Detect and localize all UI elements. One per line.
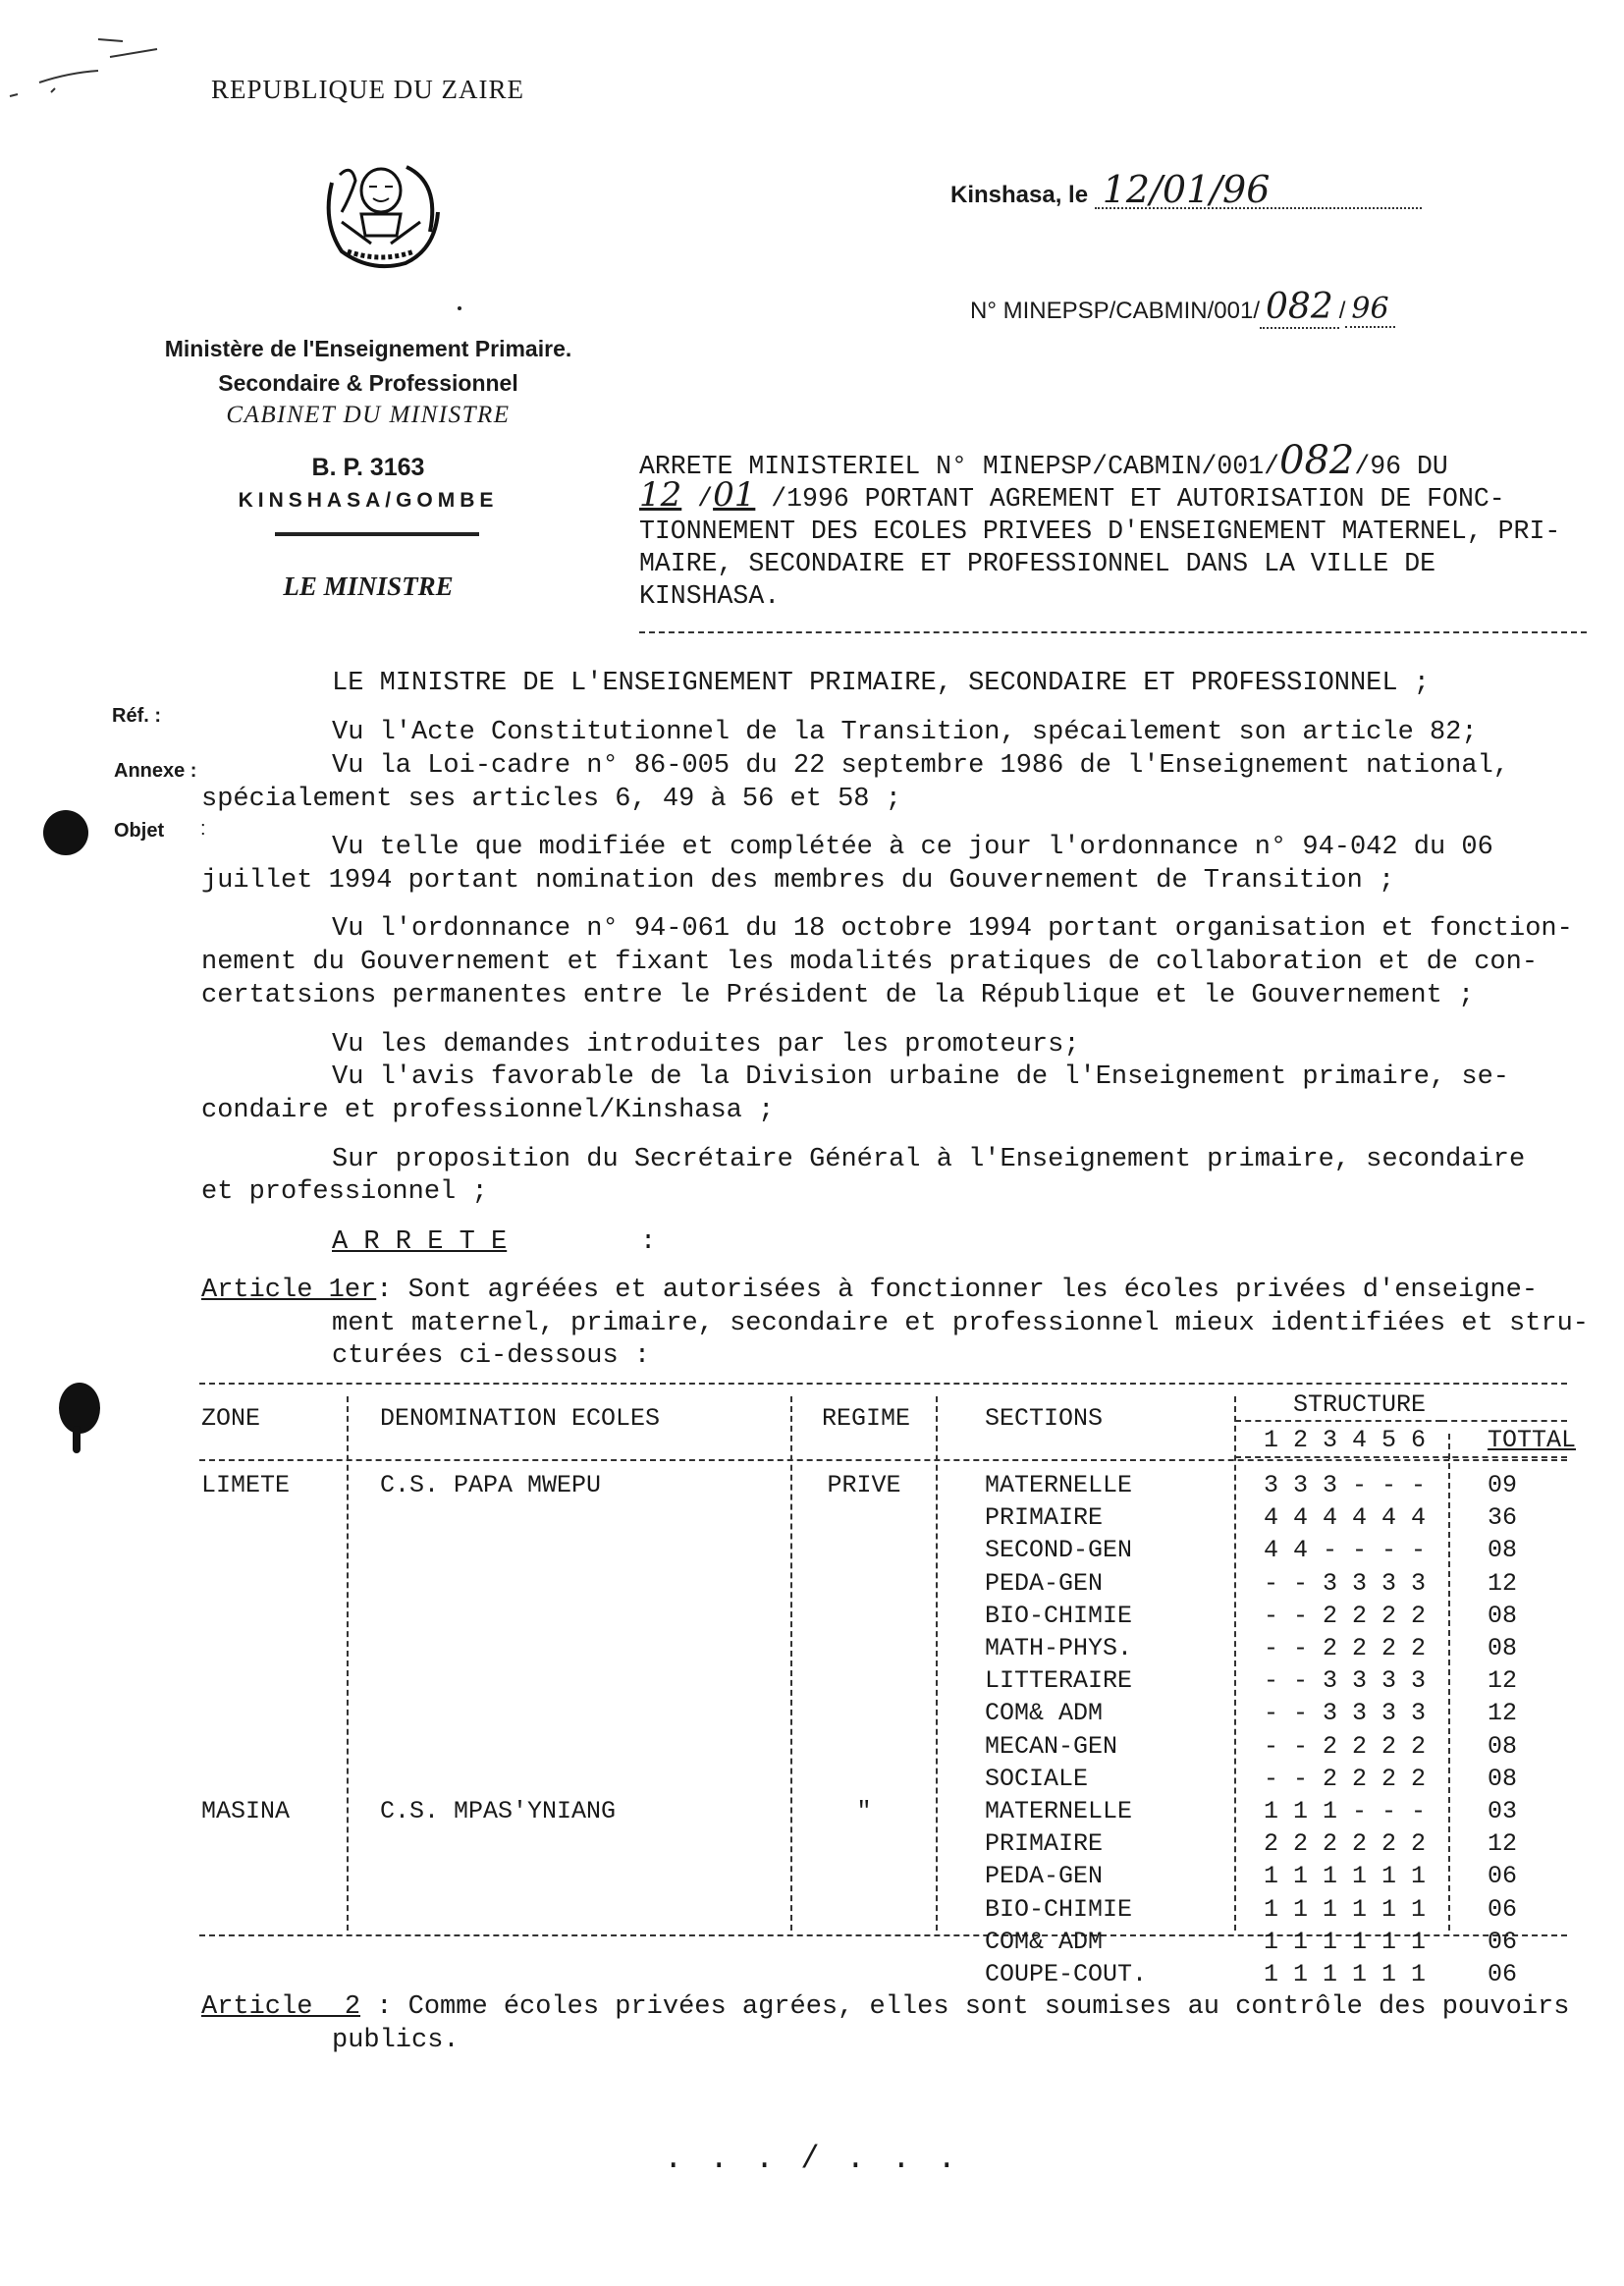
- table-row-section: PRIMAIRE: [985, 1503, 1104, 1533]
- table-row-section: PRIMAIRE: [985, 1829, 1104, 1859]
- header-total: TOTTAL: [1488, 1426, 1577, 1454]
- header-denomination: DENOMINATION ECOLES: [380, 1404, 661, 1433]
- divider-rule: [275, 532, 479, 536]
- table-cell-class-2: -: [1293, 1666, 1309, 1696]
- objet-colon: :: [200, 818, 206, 840]
- title-handwritten-number: 082: [1279, 438, 1355, 483]
- considerant-5a: Vu les demandes introduites par les promoteurs;: [332, 1030, 1080, 1060]
- header-structure: STRUCTURE: [1293, 1390, 1427, 1419]
- table-cell-class-6: 3: [1411, 1666, 1427, 1696]
- table-cell-class-3: 2: [1323, 1731, 1338, 1761]
- header-bottom-rule: [199, 1459, 1567, 1461]
- article-2-text-a: : Comme écoles privées agrées, elles sont soumises au contrôle des pouvoirs: [360, 1992, 1570, 2022]
- header-classes: [1264, 1426, 1440, 1454]
- table-row-section: PEDA-GEN: [985, 1862, 1104, 1891]
- table-cell-class-6: 2: [1411, 1731, 1427, 1761]
- ink-blot: [43, 810, 88, 855]
- republic-heading: REPUBLIQUE DU ZAIRE: [211, 75, 524, 104]
- considerant-4b: nement du Gouvernement et fixant les modalités pratiques de collaboration et de con-: [201, 948, 1539, 977]
- table-cell-class-4: 3: [1352, 1568, 1368, 1598]
- table-row-total: 09: [1488, 1471, 1518, 1499]
- table-cell-class-1: -: [1264, 1634, 1279, 1662]
- title-handwritten-month: 01: [713, 475, 756, 515]
- header-zone: ZONE: [201, 1404, 261, 1433]
- ministry-line1: Ministère de l'Enseignement Primaire.: [164, 336, 572, 361]
- table-cell-class-1: -: [1264, 1601, 1279, 1630]
- table-cell-class-2: -: [1293, 1699, 1309, 1728]
- class-header-1: 1: [1264, 1426, 1279, 1454]
- table-cell-class-1: 4: [1264, 1503, 1279, 1533]
- table-row-total: 12: [1488, 1829, 1518, 1859]
- table-cell-class-5: 3: [1381, 1666, 1397, 1696]
- class-header-3: 3: [1323, 1426, 1338, 1454]
- table-cell-class-1: 3: [1264, 1471, 1279, 1499]
- table-row-section: COUPE-COUT.: [985, 1960, 1148, 1988]
- article-2-label: Article 2: [201, 1992, 361, 2022]
- article-1-line2: ment maternel, primaire, secondaire et professionnel mieux identifiées et stru-: [332, 1309, 1590, 1338]
- place-date-line: [950, 168, 1422, 211]
- table-cell-class-6: 1: [1411, 1960, 1427, 1988]
- table-cell-class-5: 2: [1381, 1764, 1397, 1793]
- table-cell-class-3: 3: [1323, 1699, 1338, 1728]
- table-cell-class-1: -: [1264, 1568, 1279, 1598]
- class-header-2: 2: [1293, 1426, 1309, 1454]
- table-cell-class-1: 1: [1264, 1894, 1279, 1924]
- cabinet-line: CABINET DU MINISTRE: [226, 402, 511, 428]
- table-row-section: BIO-CHIMIE: [985, 1601, 1133, 1630]
- table-cell-class-4: -: [1352, 1536, 1368, 1565]
- table-row-section: COM& ADM: [985, 1699, 1104, 1728]
- table-row-total: 08: [1488, 1764, 1518, 1793]
- title-underline: [639, 631, 1587, 633]
- table-cell-class-6: 1: [1411, 1862, 1427, 1891]
- table-row-section: COM& ADM: [985, 1927, 1104, 1956]
- table-row-section: MECAN-GEN: [985, 1731, 1118, 1761]
- table-row-section: SECOND-GEN: [985, 1536, 1133, 1565]
- table-cell-class-6: 3: [1411, 1699, 1427, 1728]
- structure-rule: [1235, 1420, 1441, 1422]
- table-cell-class-3: 1: [1323, 1894, 1338, 1924]
- table-cell-class-4: 2: [1352, 1601, 1368, 1630]
- table-cell-class-4: -: [1352, 1471, 1368, 1499]
- table-cell-class-6: 2: [1411, 1829, 1427, 1859]
- title-line5: KINSHASA.: [639, 581, 781, 611]
- table-cell-class-3: 1: [1323, 1862, 1338, 1891]
- table-cell-class-2: -: [1293, 1601, 1309, 1630]
- table-row-total: 08: [1488, 1601, 1518, 1630]
- table-row-section: MATERNELLE: [985, 1797, 1133, 1825]
- table-cell-class-5: -: [1381, 1797, 1397, 1825]
- table-cell-class-5: 2: [1381, 1731, 1397, 1761]
- school-name: C.S. MPAS'YNIANG: [380, 1797, 617, 1825]
- considerant-4c: certatsions permanentes entre le Président de la République et le Gouvernement ;: [201, 981, 1475, 1010]
- considerant-1: Vu l'Acte Constitutionnel de la Transition, spécailement son article 82;: [332, 718, 1478, 747]
- table-row-total: 08: [1488, 1634, 1518, 1662]
- considerant-6a: Sur proposition du Secrétaire Général à l'Enseignement primaire, secondaire: [332, 1145, 1526, 1174]
- handwritten-date: 12/01/96: [1095, 172, 1422, 209]
- ministry-line2: Secondaire & Professionnel: [218, 370, 518, 396]
- col-divider-regime: [936, 1396, 938, 1931]
- table-cell-class-3: 3: [1323, 1568, 1338, 1598]
- table-cell-class-2: 3: [1293, 1471, 1309, 1499]
- table-cell-class-4: 4: [1352, 1503, 1368, 1533]
- table-cell-class-1: 1: [1264, 1960, 1279, 1988]
- handwritten-ref-number: 082: [1260, 287, 1339, 329]
- table-cell-class-5: 2: [1381, 1829, 1397, 1859]
- table-cell-class-6: -: [1411, 1797, 1427, 1825]
- ref-label: Réf. :: [112, 705, 161, 727]
- table-cell-class-4: 1: [1352, 1927, 1368, 1956]
- considerant-5b: Vu l'avis favorable de la Division urbaine de l'Enseignement primaire, se-: [332, 1062, 1509, 1092]
- annexe-label: Annexe :: [114, 760, 197, 782]
- school-regime: PRIVE: [827, 1471, 901, 1499]
- table-cell-class-1: -: [1264, 1764, 1279, 1793]
- table-row-section: BIO-CHIMIE: [985, 1894, 1133, 1924]
- table-cell-class-1: 1: [1264, 1797, 1279, 1825]
- considerant-2b: spécialement ses articles 6, 49 à 56 et 58 ;: [201, 785, 901, 814]
- table-cell-class-5: 2: [1381, 1634, 1397, 1662]
- arrete-colon: :: [640, 1227, 657, 1257]
- school-name: C.S. PAPA MWEPU: [380, 1471, 602, 1499]
- class-header-5: 5: [1381, 1426, 1397, 1454]
- article-2-line2: publics.: [332, 2026, 460, 2055]
- table-cell-class-2: 2: [1293, 1829, 1309, 1859]
- title-line4: MAIRE, SECONDAIRE ET PROFESSIONNEL DANS LA VILLE DE: [639, 549, 1436, 578]
- table-cell-class-2: -: [1293, 1731, 1309, 1761]
- table-cell-class-3: 2: [1323, 1829, 1338, 1859]
- table-cell-class-2: 1: [1293, 1862, 1309, 1891]
- table-row-total: 06: [1488, 1960, 1518, 1988]
- table-cell-class-3: 1: [1323, 1797, 1338, 1825]
- article-1-text-a: : Sont agréées et autorisées à fonctionner les écoles privées d'enseigne-: [376, 1276, 1539, 1305]
- table-cell-class-3: 1: [1323, 1960, 1338, 1988]
- table-row-total: 06: [1488, 1862, 1518, 1891]
- arrete-heading: A R R E T E: [332, 1227, 508, 1257]
- table-row-total: 08: [1488, 1536, 1518, 1565]
- title-line1b: /96 DU: [1354, 452, 1448, 481]
- postal-box: B. P. 3163: [311, 454, 425, 481]
- city-line: KINSHASA/GOMBE: [238, 489, 499, 512]
- table-cell-class-6: -: [1411, 1471, 1427, 1499]
- table-cell-class-5: 1: [1381, 1927, 1397, 1956]
- table-cell-class-3: -: [1323, 1536, 1338, 1565]
- ink-drip: [73, 1426, 81, 1453]
- decree-title: ARRETE MINISTERIEL N° MINEPSP/CABMIN/001/082/96 DU 12 /01 /1996 PORTANT AGREMENT ET AUTORISATION DE FONC- TIONNEMENT DES ECOLES PRIVEES D'ENSEIGNEMENT MATERNEL, PRI- MAIRE, SECONDAIRE ET PROFESSIONNEL DANS LA VILLE DE KINSHASA.: [639, 438, 1561, 611]
- table-cell-class-4: 2: [1352, 1634, 1368, 1662]
- title-line1a: ARRETE MINISTERIEL N° MINEPSP/CABMIN/001/: [639, 452, 1280, 481]
- table-cell-class-1: -: [1264, 1731, 1279, 1761]
- class-header-4: 4: [1352, 1426, 1368, 1454]
- title-line3: TIONNEMENT DES ECOLES PRIVEES D'ENSEIGNEMENT MATERNEL, PRI-: [639, 517, 1561, 546]
- table-cell-class-4: 1: [1352, 1862, 1368, 1891]
- signatory-title: LE MINISTRE: [283, 572, 454, 601]
- table-cell-class-2: -: [1293, 1634, 1309, 1662]
- table-cell-class-2: 4: [1293, 1536, 1309, 1565]
- table-cell-class-4: 2: [1352, 1829, 1368, 1859]
- table-cell-class-3: 3: [1323, 1471, 1338, 1499]
- table-cell-class-3: 2: [1323, 1601, 1338, 1630]
- table-row-total: 08: [1488, 1731, 1518, 1761]
- table-row-section: MATERNELLE: [985, 1471, 1133, 1499]
- table-cell-class-6: 2: [1411, 1634, 1427, 1662]
- table-cell-class-1: 2: [1264, 1829, 1279, 1859]
- table-cell-class-5: 4: [1381, 1503, 1397, 1533]
- col-divider-sections: [1234, 1396, 1236, 1931]
- school-zone: MASINA: [201, 1797, 291, 1825]
- school-zone: LIMETE: [201, 1471, 291, 1499]
- table-cell-class-2: 1: [1293, 1960, 1309, 1988]
- speck: [458, 306, 461, 310]
- title-handwritten-day: 12: [639, 475, 682, 515]
- table-cell-class-6: 2: [1411, 1764, 1427, 1793]
- table-cell-class-4: 3: [1352, 1666, 1368, 1696]
- table-top-rule: [199, 1383, 1567, 1385]
- table-cell-class-2: 1: [1293, 1894, 1309, 1924]
- table-cell-class-5: 1: [1381, 1862, 1397, 1891]
- considerant-5c: condaire et professionnel/Kinshasa ;: [201, 1096, 775, 1125]
- table-cell-class-1: 1: [1264, 1862, 1279, 1891]
- header-regime: REGIME: [822, 1404, 911, 1433]
- table-cell-class-6: 3: [1411, 1568, 1427, 1598]
- table-cell-class-5: 1: [1381, 1894, 1397, 1924]
- ministry-name: [93, 332, 643, 401]
- table-row-total: 06: [1488, 1894, 1518, 1924]
- table-cell-class-1: 4: [1264, 1536, 1279, 1565]
- article-1-line1: [201, 1274, 1538, 1307]
- place-label: Kinshasa, le: [950, 182, 1089, 208]
- preamble-minister: LE MINISTRE DE L'ENSEIGNEMENT PRIMAIRE, SECONDAIRE ET PROFESSIONNEL ;: [332, 669, 1430, 698]
- table-cell-class-3: 2: [1323, 1634, 1338, 1662]
- objet-label: Objet: [114, 820, 165, 842]
- table-cell-class-4: 1: [1352, 1960, 1368, 1988]
- ref-suffix: 96: [1345, 292, 1394, 328]
- considerant-2a: Vu la Loi-cadre n° 86-005 du 22 septembre 1986 de l'Enseignement national,: [332, 751, 1509, 781]
- table-cell-class-5: 3: [1381, 1568, 1397, 1598]
- table-cell-class-3: 3: [1323, 1666, 1338, 1696]
- table-cell-class-2: 1: [1293, 1927, 1309, 1956]
- continuation-marker: . . . / . . .: [664, 2141, 960, 2177]
- table-cell-class-5: 1: [1381, 1960, 1397, 1988]
- table-cell-class-4: 1: [1352, 1894, 1368, 1924]
- table-cell-class-5: -: [1381, 1471, 1397, 1499]
- classes-rule: [1235, 1456, 1567, 1458]
- coat-of-arms-emblem: [312, 153, 450, 275]
- considerant-3a: Vu telle que modifiée et complétée à ce jour l'ordonnance n° 94-042 du 06: [332, 833, 1493, 862]
- article-2-line1: [201, 1990, 1569, 2024]
- article-1-line3: cturées ci-dessous :: [332, 1341, 651, 1371]
- table-cell-class-5: -: [1381, 1536, 1397, 1565]
- table-cell-class-2: 4: [1293, 1503, 1309, 1533]
- table-cell-class-6: -: [1411, 1536, 1427, 1565]
- ref-prefix: N° MINEPSP/CABMIN/001/: [970, 298, 1261, 324]
- table-cell-class-1: -: [1264, 1699, 1279, 1728]
- table-row-section: MATH-PHYS.: [985, 1634, 1133, 1662]
- table-cell-class-6: 1: [1411, 1927, 1427, 1956]
- reference-number: N° MINEPSP/CABMIN/001/ 082 / 96: [970, 287, 1395, 327]
- table-cell-class-3: 2: [1323, 1764, 1338, 1793]
- table-row-section: SOCIALE: [985, 1764, 1089, 1793]
- margin-scribble: [0, 14, 167, 102]
- header-sections: SECTIONS: [985, 1404, 1104, 1433]
- col-divider-structure: [1448, 1434, 1450, 1931]
- table-cell-class-6: 4: [1411, 1503, 1427, 1533]
- table-cell-class-1: -: [1264, 1666, 1279, 1696]
- table-row-total: 06: [1488, 1927, 1518, 1956]
- table-row-total: 12: [1488, 1699, 1518, 1728]
- considerant-3b: juillet 1994 portant nomination des membres du Gouvernement de Transition ;: [201, 866, 1395, 896]
- table-cell-class-5: 3: [1381, 1699, 1397, 1728]
- table-row-section: PEDA-GEN: [985, 1568, 1104, 1598]
- table-cell-class-2: -: [1293, 1568, 1309, 1598]
- table-cell-class-2: 1: [1293, 1797, 1309, 1825]
- table-row-total: 12: [1488, 1568, 1518, 1598]
- table-cell-class-6: 2: [1411, 1601, 1427, 1630]
- table-row-section: LITTERAIRE: [985, 1666, 1133, 1696]
- table-cell-class-1: 1: [1264, 1927, 1279, 1956]
- table-cell-class-2: -: [1293, 1764, 1309, 1793]
- table-row-total: 03: [1488, 1797, 1518, 1825]
- table-cell-class-4: -: [1352, 1797, 1368, 1825]
- ink-blot-2: [59, 1383, 100, 1434]
- table-cell-class-6: 1: [1411, 1894, 1427, 1924]
- table-cell-class-3: 1: [1323, 1927, 1338, 1956]
- considerant-4a: Vu l'ordonnance n° 94-061 du 18 octobre 1994 portant organisation et fonction-: [332, 914, 1573, 944]
- table-row-total: 36: [1488, 1503, 1518, 1533]
- table-cell-class-4: 2: [1352, 1764, 1368, 1793]
- table-cell-class-3: 4: [1323, 1503, 1338, 1533]
- school-regime: ": [856, 1797, 872, 1825]
- article-1-label: Article 1er: [201, 1276, 377, 1305]
- class-header-6: 6: [1411, 1426, 1427, 1454]
- considerant-6b: et professionnel ;: [201, 1177, 488, 1207]
- total-rule-top: [1441, 1420, 1567, 1422]
- table-cell-class-5: 2: [1381, 1601, 1397, 1630]
- title-line2: /1996 PORTANT AGREMENT ET AUTORISATION DE FONC-: [771, 484, 1505, 514]
- col-divider-zone: [347, 1396, 349, 1931]
- schools-table: [199, 1383, 1584, 1988]
- table-cell-class-4: 3: [1352, 1699, 1368, 1728]
- table-row-total: 12: [1488, 1666, 1518, 1696]
- table-cell-class-4: 2: [1352, 1731, 1368, 1761]
